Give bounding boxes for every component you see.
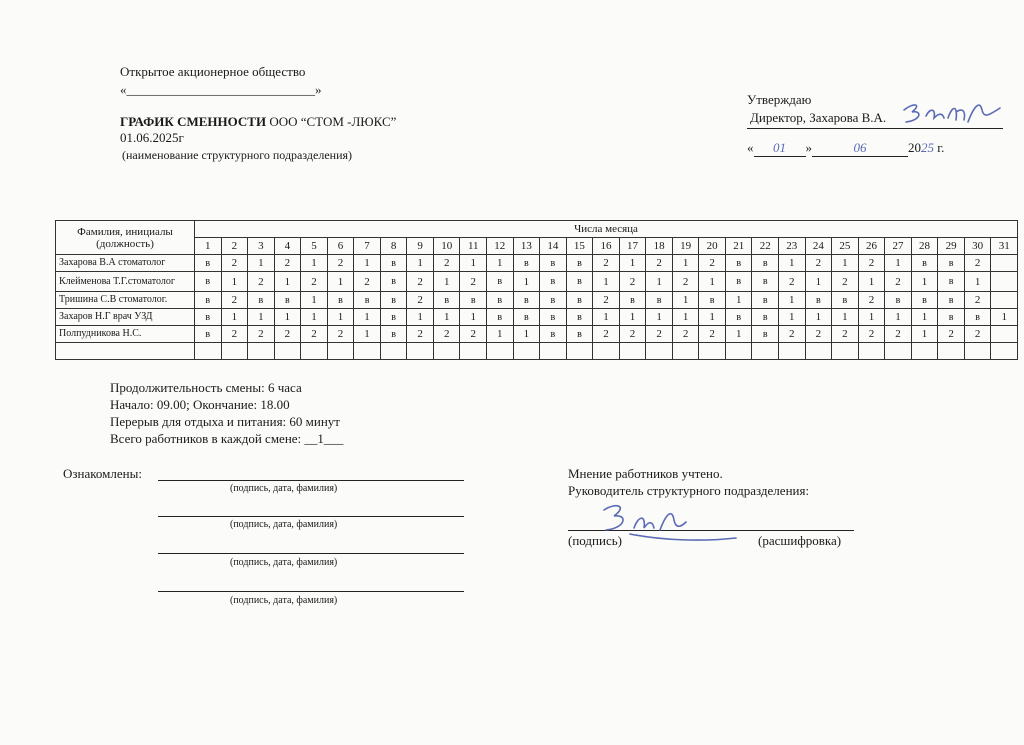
manager-signature xyxy=(590,500,740,548)
shift-cell: в xyxy=(195,326,222,343)
shift-cell: 2 xyxy=(433,255,460,272)
shift-cell: 2 xyxy=(407,292,434,309)
employee-name: Захаров Н.Г врач УЗД xyxy=(56,309,195,326)
shift-cell: 2 xyxy=(938,326,965,343)
name-header: Фамилия, инициалы (должность) xyxy=(56,221,195,255)
shift-cell: 2 xyxy=(327,255,354,272)
day-number: 9 xyxy=(407,238,434,255)
shift-cell: в xyxy=(433,292,460,309)
subdivision-caption: (наименование структурного подразделения) xyxy=(122,148,353,162)
day-number: 31 xyxy=(991,238,1018,255)
shift-cell: 2 xyxy=(858,292,885,309)
day-number: 20 xyxy=(699,238,726,255)
day-number: 10 xyxy=(433,238,460,255)
day-number: 13 xyxy=(513,238,540,255)
shift-cell: 1 xyxy=(407,255,434,272)
shift-cell: в xyxy=(885,292,912,309)
shift-cell xyxy=(593,343,620,360)
shift-cell: 1 xyxy=(593,272,620,292)
shift-cell: 2 xyxy=(699,326,726,343)
shift-cell: 1 xyxy=(911,326,938,343)
table-row xyxy=(56,326,1018,343)
shift-cell: 2 xyxy=(301,272,328,292)
day-number: 27 xyxy=(885,238,912,255)
shift-cell: 1 xyxy=(487,255,514,272)
shift-cell: в xyxy=(380,292,407,309)
opinion-noted: Мнение работников учтено. xyxy=(568,466,723,481)
shift-cell xyxy=(354,343,381,360)
shift-cell: в xyxy=(646,292,673,309)
shift-cell: в xyxy=(487,272,514,292)
shift-cell: 1 xyxy=(885,255,912,272)
shift-cell: 2 xyxy=(433,326,460,343)
shift-cell: 1 xyxy=(911,272,938,292)
table-row xyxy=(56,255,1018,272)
director-name: Директор, Захарова В.А. xyxy=(750,110,887,125)
shift-cell: 1 xyxy=(487,326,514,343)
shift-cell: 1 xyxy=(646,272,673,292)
shift-cell: 1 xyxy=(991,309,1018,326)
shift-cell: в xyxy=(513,309,540,326)
shift-cell: 1 xyxy=(725,292,752,309)
date-close-quote: » xyxy=(805,140,812,155)
shift-cell: 2 xyxy=(221,326,248,343)
shift-cell: в xyxy=(752,326,779,343)
shift-cell: в xyxy=(513,255,540,272)
shift-cell: в xyxy=(725,255,752,272)
shift-cell xyxy=(274,343,301,360)
shift-cell xyxy=(487,343,514,360)
shift-cell xyxy=(991,292,1018,309)
shift-cell: 1 xyxy=(221,309,248,326)
shift-cell: в xyxy=(619,292,646,309)
shift-cell: 1 xyxy=(327,272,354,292)
shift-cell: 1 xyxy=(460,309,487,326)
shift-cell: 1 xyxy=(672,309,699,326)
shift-cell: в xyxy=(380,255,407,272)
day-number: 4 xyxy=(274,238,301,255)
employee-name: Полпудникова Н.С. xyxy=(56,326,195,343)
acquainted-label: Ознакомлены: xyxy=(63,466,142,481)
shift-cell: в xyxy=(566,309,593,326)
shift-cell xyxy=(991,272,1018,292)
shift-cell: 2 xyxy=(832,272,859,292)
shift-cell: 2 xyxy=(221,255,248,272)
year-suffix: 25 xyxy=(921,140,934,155)
shift-cell: 1 xyxy=(672,292,699,309)
shift-cell xyxy=(699,343,726,360)
shift-cell: 1 xyxy=(433,272,460,292)
shift-cell: в xyxy=(699,292,726,309)
shift-cell: 2 xyxy=(619,272,646,292)
shift-cell: в xyxy=(725,272,752,292)
day-number: 7 xyxy=(354,238,381,255)
shift-cell: в xyxy=(911,292,938,309)
shift-cell: в xyxy=(195,255,222,272)
shift-cell: 2 xyxy=(460,326,487,343)
shift-workers: Всего работников в каждой смене: __1___ xyxy=(110,431,344,446)
shift-cell: 1 xyxy=(646,309,673,326)
shift-cell: 2 xyxy=(885,326,912,343)
year-prefix: 20 xyxy=(908,140,921,155)
shift-cell: 2 xyxy=(274,326,301,343)
shift-cell: в xyxy=(327,292,354,309)
shift-cell: 1 xyxy=(779,255,806,272)
shift-cell: 1 xyxy=(274,272,301,292)
employee-name: Тришина С.В стоматолог. xyxy=(56,292,195,309)
shift-cell xyxy=(433,343,460,360)
shift-cell: 2 xyxy=(593,255,620,272)
shift-cell: 2 xyxy=(885,272,912,292)
shift-cell: 1 xyxy=(858,272,885,292)
day-number: 3 xyxy=(248,238,275,255)
shift-cell: 2 xyxy=(672,326,699,343)
shift-cell: 1 xyxy=(354,255,381,272)
signature-hint-2: (подпись, дата, фамилия) xyxy=(230,519,338,530)
shift-cell: в xyxy=(354,292,381,309)
day-number: 2 xyxy=(221,238,248,255)
shift-cell: 2 xyxy=(619,326,646,343)
employee-name: Захарова В.А стоматолог xyxy=(56,255,195,272)
employee-name xyxy=(56,343,195,360)
shift-cell: 2 xyxy=(327,326,354,343)
shift-cell: 1 xyxy=(513,272,540,292)
shift-cell: 2 xyxy=(460,272,487,292)
shift-cell xyxy=(911,343,938,360)
day-number: 1 xyxy=(195,238,222,255)
shift-cell xyxy=(540,343,567,360)
day-number: 5 xyxy=(301,238,328,255)
shift-cell: в xyxy=(566,272,593,292)
shift-break: Перерыв для отдыха и питания: 60 минут xyxy=(110,414,340,429)
year-unit: г. xyxy=(937,140,945,155)
shift-cell xyxy=(991,255,1018,272)
shift-cell: в xyxy=(752,272,779,292)
day-number: 11 xyxy=(460,238,487,255)
shift-cell: 1 xyxy=(593,309,620,326)
shift-cell: 1 xyxy=(274,309,301,326)
shift-cell: в xyxy=(540,292,567,309)
shift-cell: 2 xyxy=(248,326,275,343)
shift-cell xyxy=(725,343,752,360)
shift-cell: в xyxy=(248,292,275,309)
signature-hint-4: (подпись, дата, фамилия) xyxy=(230,595,338,606)
page-title xyxy=(120,114,396,130)
shift-cell: 1 xyxy=(327,309,354,326)
shift-cell: 1 xyxy=(911,309,938,326)
day-number: 19 xyxy=(672,238,699,255)
shift-cell: 2 xyxy=(646,326,673,343)
employee-name: Клейменова Т.Г.стоматолог xyxy=(56,272,195,292)
day-number: 25 xyxy=(832,238,859,255)
shift-cell: в xyxy=(725,309,752,326)
shift-cell xyxy=(885,343,912,360)
shift-cell: в xyxy=(938,309,965,326)
shift-cell: 1 xyxy=(354,326,381,343)
title-main: ГРАФИК СМЕННОСТИ xyxy=(120,114,267,129)
shift-cell: 1 xyxy=(832,255,859,272)
schedule-table xyxy=(55,220,1018,360)
shift-cell xyxy=(380,343,407,360)
approval-day: 01 xyxy=(754,140,806,157)
shift-cell: в xyxy=(938,272,965,292)
day-number: 15 xyxy=(566,238,593,255)
title-date: 01.06.2025г xyxy=(120,130,184,145)
shift-cell: 1 xyxy=(301,292,328,309)
shift-cell: 2 xyxy=(964,326,991,343)
shift-cell: 2 xyxy=(407,326,434,343)
shift-cell xyxy=(805,343,832,360)
approval-date xyxy=(747,140,944,157)
shift-cell: в xyxy=(938,255,965,272)
day-number: 17 xyxy=(619,238,646,255)
shift-cell: 1 xyxy=(699,309,726,326)
shift-cell xyxy=(991,326,1018,343)
shift-cell: 1 xyxy=(832,309,859,326)
shift-cell: 1 xyxy=(433,309,460,326)
shift-cell: 2 xyxy=(593,292,620,309)
days-header: Числа месяца xyxy=(195,221,1018,238)
decoding-caption: (расшифровка) xyxy=(758,533,842,548)
shift-cell: в xyxy=(964,309,991,326)
shift-cell: в xyxy=(566,292,593,309)
shift-cell xyxy=(195,343,222,360)
shift-cell: в xyxy=(540,326,567,343)
shift-cell: 2 xyxy=(646,255,673,272)
shift-cell: 1 xyxy=(964,272,991,292)
shift-cell xyxy=(513,343,540,360)
shift-cell: 2 xyxy=(301,326,328,343)
shift-cell: 2 xyxy=(672,272,699,292)
shift-cell: 1 xyxy=(248,255,275,272)
shift-cell xyxy=(327,343,354,360)
shift-cell: в xyxy=(274,292,301,309)
day-number: 30 xyxy=(964,238,991,255)
shift-cell: 2 xyxy=(354,272,381,292)
shift-cell xyxy=(248,343,275,360)
org-type: Открытое акционерное общество xyxy=(120,64,306,79)
shift-cell: 2 xyxy=(779,326,806,343)
shift-cell: 1 xyxy=(301,309,328,326)
day-number: 14 xyxy=(540,238,567,255)
shift-cell: 2 xyxy=(858,326,885,343)
day-number: 24 xyxy=(805,238,832,255)
shift-cell xyxy=(964,343,991,360)
day-number: 6 xyxy=(327,238,354,255)
shift-cell: 1 xyxy=(885,309,912,326)
shift-cell: в xyxy=(380,309,407,326)
day-number: 29 xyxy=(938,238,965,255)
day-number: 12 xyxy=(487,238,514,255)
shift-cell: 2 xyxy=(964,255,991,272)
shift-cell: 1 xyxy=(699,272,726,292)
title-company: ООО “СТОМ -ЛЮКС” xyxy=(269,114,397,129)
shift-cell: в xyxy=(752,309,779,326)
shift-cell xyxy=(779,343,806,360)
shift-cell: 2 xyxy=(274,255,301,272)
shift-cell: 2 xyxy=(805,326,832,343)
signature-caption: (подпись) xyxy=(568,533,622,548)
shift-cell xyxy=(938,343,965,360)
shift-cell: 1 xyxy=(513,326,540,343)
table-row xyxy=(56,292,1018,309)
shift-cell xyxy=(832,343,859,360)
shift-cell xyxy=(752,343,779,360)
shift-cell: 2 xyxy=(407,272,434,292)
shift-cell: 2 xyxy=(779,272,806,292)
shift-cell: в xyxy=(487,309,514,326)
shift-cell: в xyxy=(805,292,832,309)
shift-cell xyxy=(619,343,646,360)
shift-cell: в xyxy=(195,309,222,326)
date-open-quote: « xyxy=(747,140,754,155)
shift-cell xyxy=(672,343,699,360)
shift-cell: 1 xyxy=(248,309,275,326)
shift-cell: в xyxy=(566,326,593,343)
shift-cell: 1 xyxy=(354,309,381,326)
day-number: 26 xyxy=(858,238,885,255)
shift-cell: 1 xyxy=(779,292,806,309)
director-signature xyxy=(896,96,1006,136)
shift-times: Начало: 09.00; Окончание: 18.00 xyxy=(110,397,290,412)
shift-cell xyxy=(407,343,434,360)
shift-cell: 1 xyxy=(672,255,699,272)
shift-cell: в xyxy=(540,272,567,292)
signature-hint-1: (подпись, дата, фамилия) xyxy=(230,483,338,494)
shift-cell xyxy=(646,343,673,360)
shift-cell: в xyxy=(752,255,779,272)
shift-cell: 2 xyxy=(858,255,885,272)
shift-cell: в xyxy=(195,292,222,309)
shift-cell: в xyxy=(380,326,407,343)
shift-cell: в xyxy=(540,309,567,326)
shift-cell xyxy=(566,343,593,360)
shift-cell: 2 xyxy=(593,326,620,343)
shift-cell: 1 xyxy=(619,255,646,272)
day-number: 18 xyxy=(646,238,673,255)
shift-cell: 1 xyxy=(805,309,832,326)
shift-duration: Продолжительность смены: 6 часа xyxy=(110,380,302,395)
day-number: 22 xyxy=(752,238,779,255)
org-name-blank: «_____________________________» xyxy=(120,82,322,97)
shift-cell: в xyxy=(911,255,938,272)
shift-cell: в xyxy=(487,292,514,309)
shift-cell: 2 xyxy=(805,255,832,272)
shift-cell xyxy=(221,343,248,360)
shift-cell: в xyxy=(752,292,779,309)
shift-cell: в xyxy=(380,272,407,292)
day-number: 23 xyxy=(779,238,806,255)
table-row xyxy=(56,272,1018,292)
shift-cell: в xyxy=(513,292,540,309)
shift-cell: 2 xyxy=(248,272,275,292)
shift-cell: в xyxy=(460,292,487,309)
shift-cell: 1 xyxy=(221,272,248,292)
day-number: 28 xyxy=(911,238,938,255)
shift-cell: 2 xyxy=(832,326,859,343)
shift-cell: в xyxy=(566,255,593,272)
shift-cell: 2 xyxy=(699,255,726,272)
shift-cell: 1 xyxy=(779,309,806,326)
shift-cell: 1 xyxy=(858,309,885,326)
table-row xyxy=(56,343,1018,360)
shift-cell xyxy=(858,343,885,360)
day-number: 8 xyxy=(380,238,407,255)
shift-cell xyxy=(301,343,328,360)
shift-cell: 1 xyxy=(805,272,832,292)
approve-label: Утверждаю xyxy=(747,92,812,107)
shift-cell: 1 xyxy=(725,326,752,343)
shift-cell: 2 xyxy=(964,292,991,309)
shift-cell: 1 xyxy=(407,309,434,326)
shift-cell: 1 xyxy=(460,255,487,272)
shift-cell xyxy=(991,343,1018,360)
table-row xyxy=(56,309,1018,326)
day-number: 21 xyxy=(725,238,752,255)
signature-hint-3: (подпись, дата, фамилия) xyxy=(230,557,338,568)
shift-cell: в xyxy=(938,292,965,309)
shift-cell: 1 xyxy=(301,255,328,272)
shift-cell: в xyxy=(195,272,222,292)
day-number: 16 xyxy=(593,238,620,255)
shift-cell: 1 xyxy=(619,309,646,326)
shift-cell: в xyxy=(540,255,567,272)
shift-cell: в xyxy=(832,292,859,309)
approval-month: 06 xyxy=(812,140,908,157)
shift-cell xyxy=(460,343,487,360)
shift-cell: 2 xyxy=(221,292,248,309)
opinion-head: Руководитель структурного подразделения: xyxy=(568,483,810,498)
